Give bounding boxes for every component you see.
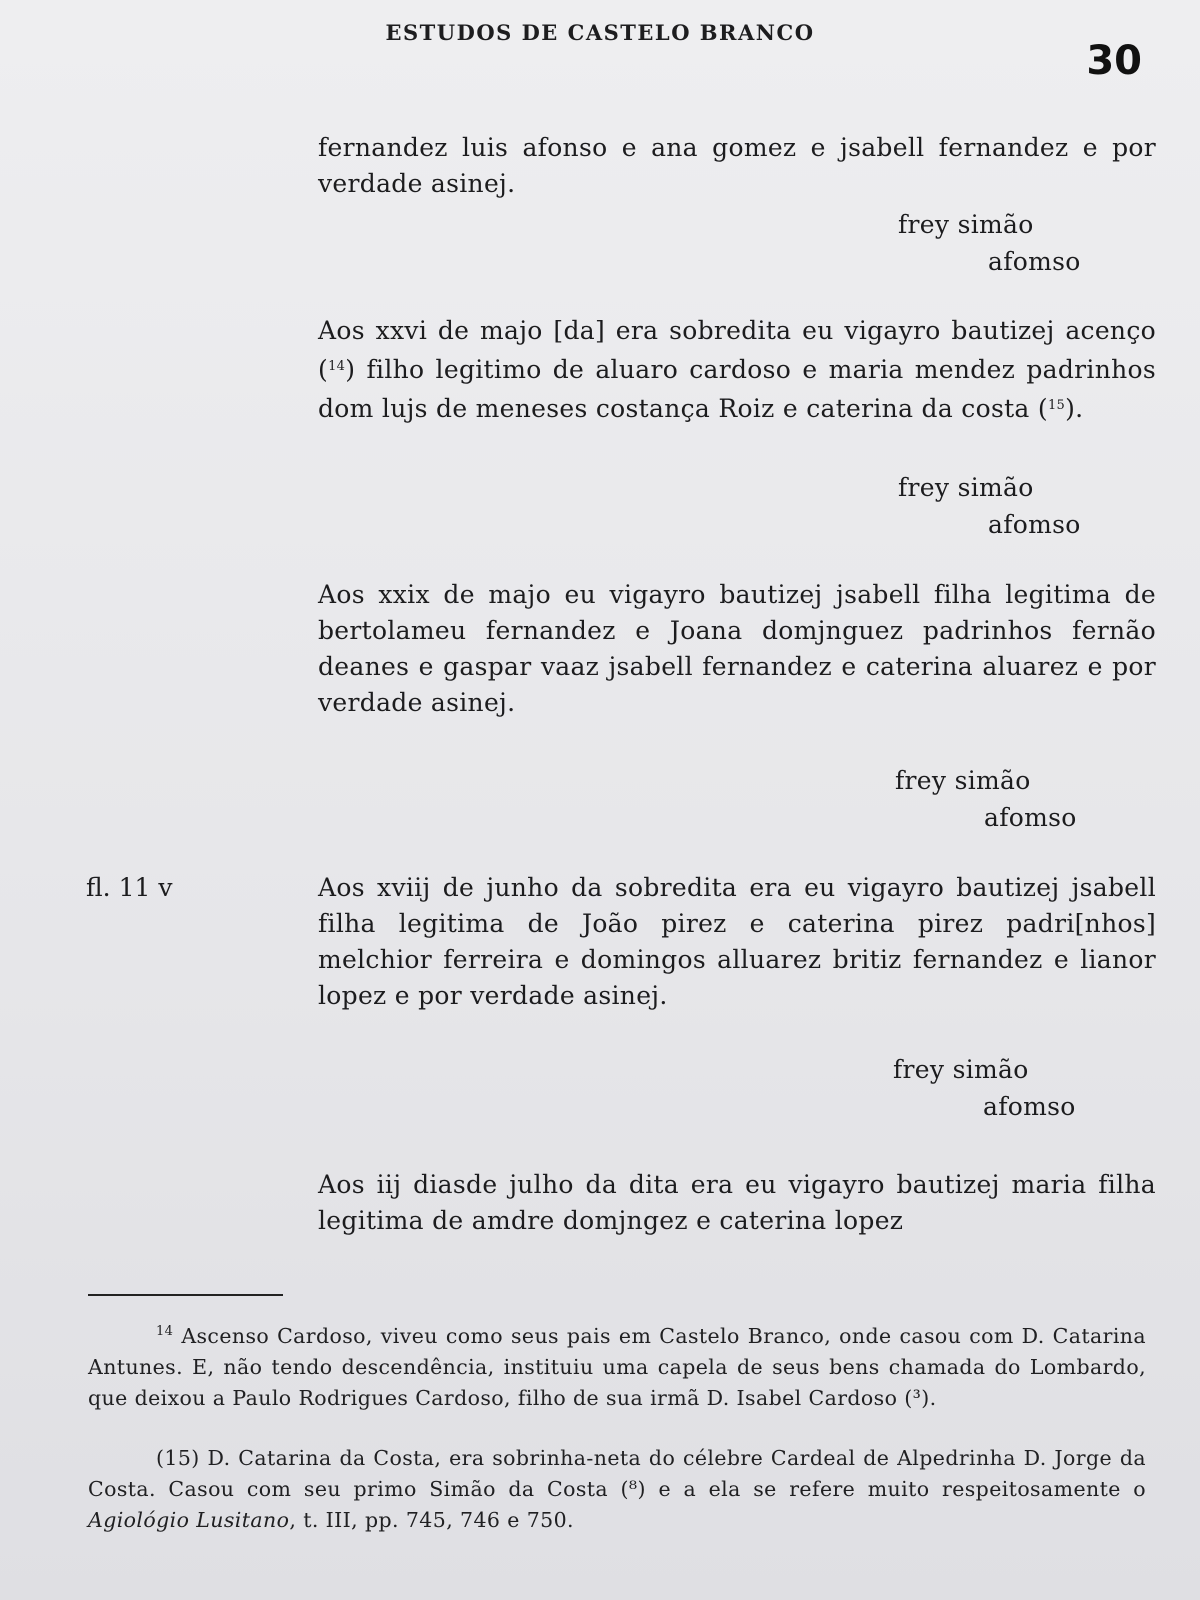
footnote-separator <box>88 1294 283 1296</box>
signature-line-1: frey simão <box>898 473 1034 502</box>
entry-text: Aos iij diasde julho da dita era eu vigayro bautizej maria filha legitima de amdre domjngez e caterina lopez <box>318 1170 1156 1235</box>
folio-marker: fl. 11 v <box>86 873 173 902</box>
entry-text: Aos xviij de junho da sobredita era eu vigayro bautizej jsabell filha legitima de João pirez e caterina pirez padri[nhos] melchior ferreira e domingos alluarez britiz fernandez e lianor lopez e por verdade asinej. <box>318 873 1156 1010</box>
entry-text: fernandez luis afonso e ana gomez e jsabell fernandez e por verdade asinej. <box>318 133 1156 198</box>
running-header: ESTUDOS DE CASTELO BRANCO <box>385 20 815 45</box>
signature-line-2: afomso <box>988 510 1081 539</box>
signature-line-1: frey simão <box>898 210 1034 239</box>
page-number: 30 <box>1086 38 1142 84</box>
signature-line-1: frey simão <box>893 1055 1029 1084</box>
entry-continuation <box>318 130 1156 202</box>
footnote-text: Ascenso Cardoso, viveu como seus pais em Castelo Branco, onde casou com D. Catarina Antunes. E, não tendo descendência, instituiu uma capela de seus bens chamada do Lombardo, que deixou a Paulo Rodrigues Cardoso, filho de sua irmã D. Isabel Cardoso (³). <box>88 1324 1146 1410</box>
entry-text: Aos xxix de majo eu vigayro bautizej jsabell filha legitima de bertolameu fernandez e Joana domjnguez padrinhos fernão deanes e gaspar vaaz jsabell fernandez e caterina aluarez e por verdade asinej. <box>318 580 1156 717</box>
entry-baptism-julho <box>318 1167 1156 1239</box>
footnote-number: (15) <box>156 1446 200 1470</box>
footnote-ref: 15 <box>1047 398 1066 413</box>
signature-line-2: afomso <box>984 803 1077 832</box>
footnote-number: 14 <box>156 1324 174 1339</box>
signature-line-2: afomso <box>988 247 1081 276</box>
footnote-15: (15) D. Catarina da Costa, era sobrinha-neta do célebre Cardeal de Alpedrinha D. Jorge da Costa. Casou com seu primo Simão da Costa (⁸) e a ela se refere muito respeitosamente o Agiológio Lusitano, t. III, pp. 745, 746 e 750. <box>88 1446 1146 1532</box>
entry-baptism-jsabell <box>318 577 1156 721</box>
footnote-14 <box>88 1316 1146 1414</box>
signature-line-2: afomso <box>983 1092 1076 1121</box>
footnote-ref: 14 <box>328 359 346 374</box>
entry-baptism-junho <box>318 870 1156 1014</box>
signature-line-1: frey simão <box>895 766 1031 795</box>
book-title: Agiológio Lusitano <box>88 1508 290 1532</box>
entry-baptism-acenco: Aos xxvi de majo [da] era sobredita eu vigayro bautizej acenço ($^{14}$) filho legitimo de aluaro cardoso e maria mendez padrinhos dom lujs de meneses costança Roiz e caterina da costa ($^{15}$). <box>318 316 1156 423</box>
